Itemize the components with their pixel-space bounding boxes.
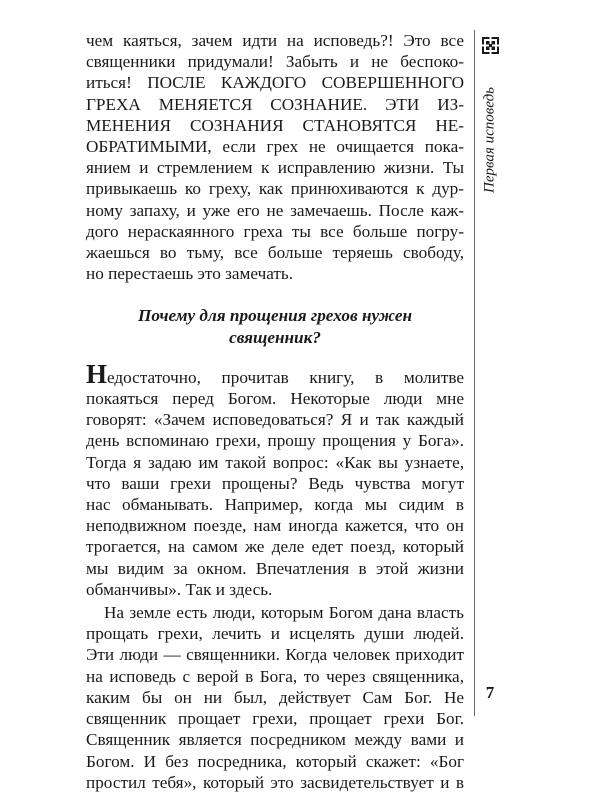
- paragraph-2-line: говорят: «Зачем исповедоваться? Я и так каждый: [86, 410, 464, 430]
- drop-cap: Н: [86, 358, 108, 389]
- paragraph-1-line: иться! ПОСЛЕ КАЖДОГО СОВЕРШЕННОГО: [86, 73, 464, 93]
- section-heading-line: священник?: [229, 327, 321, 347]
- paragraph-1-line: чем каяться, зачем идти на исповедь?! Это все: [86, 31, 464, 50]
- paragraph-2-first-line: [86, 358, 464, 389]
- paragraph-1-line: но перестаешь это замечать.: [86, 264, 294, 284]
- paragraph-2: [86, 358, 464, 600]
- main-text-column: [86, 30, 464, 793]
- section-heading-line: Почему для прощения грехов нужен: [137, 306, 412, 326]
- section-heading: [86, 305, 464, 347]
- paragraph-2-line: покаяться перед Богом. Некоторые люди мне: [86, 389, 464, 409]
- paragraph-2-line: Тогда я задаю им такой вопрос: «Как вы узнаете,: [86, 452, 464, 472]
- paragraph-1: [86, 30, 464, 284]
- paragraph-1-line: священники придумали! Забыть и не беспоко-: [86, 52, 464, 72]
- paragraph-2-line: что ваши грехи прощены? Ведь чувства могут: [86, 473, 464, 493]
- page-number: 7: [485, 683, 495, 702]
- paragraph-2-line: мы видим за окном. Впечатления в этой жизни: [86, 558, 464, 578]
- paragraph-1-line: ГРЕХА МЕНЯЕТСЯ СОЗНАНИЕ. ЭТИ ИЗ-: [86, 94, 464, 114]
- running-head: Первая исповедь: [481, 87, 498, 193]
- paragraph-3-line: простил тебя», который это засвидетельствует и в: [86, 772, 464, 792]
- paragraph-1-line: ному запаху, и уже его не замечаешь. После каж-: [86, 200, 464, 220]
- paragraph-3-line: Священник является посредником между вами и: [86, 730, 464, 750]
- paragraph-3-line: Богом. И без посредника, который скажет: «Бог: [86, 751, 464, 771]
- paragraph-3-line: Эти люди — священники. Когда человек приходит: [86, 645, 464, 665]
- paragraph-2-line: день вспоминаю грехи, прошу прощения у Бога».: [86, 431, 464, 451]
- ornament-icon: [482, 37, 499, 54]
- paragraph-1-line: привыкаешь ко греху, как принюхиваются к дур-: [86, 179, 464, 199]
- paragraph-1-line: жаешься во тьму, все больше теряешь свободу,: [86, 243, 464, 263]
- paragraph-3-line: На земле есть люди, которым Богом дана власть: [104, 603, 464, 623]
- paragraph-3: [86, 602, 464, 793]
- paragraph-2-line: трогается, на самом же деле едет поезд, который: [86, 537, 464, 557]
- paragraph-1-line: янием и стремлением к исправлению жизни. Ты: [86, 158, 464, 178]
- paragraph-2-line: обманчивы». Так и здесь.: [86, 579, 273, 599]
- paragraph-1-line: дого нераскаянного греха ты все больше погру-: [86, 221, 464, 241]
- paragraph-3-line: священник прощает грехи, прощает грехи Бог.: [86, 709, 464, 729]
- paragraph-3-line: на исповедь с верой в Бога, то через священника,: [86, 666, 464, 686]
- paragraph-1-line: МЕНЕНИЯ СОЗНАНИЯ СТАНОВЯТСЯ НЕ-: [86, 115, 464, 135]
- paragraph-1-line: ОБРАТИМЫМИ, если грех не очищается пока-: [86, 137, 464, 157]
- paragraph-3-line: каким бы он ни был, действует Сам Бог. Не: [86, 687, 464, 707]
- paragraph-3-line: прощать грехи, лечить и исцелять души людей.: [86, 624, 464, 644]
- margin-rule: [474, 30, 475, 716]
- paragraph-2-first-line-text: едостаточно, прочитав книгу, в молитве: [107, 367, 464, 387]
- paragraph-2-line: нас обманывать. Например, когда мы сидим в: [86, 495, 464, 515]
- paragraph-2-line: неподвижном поезде, нам иногда кажется, что он: [86, 516, 464, 536]
